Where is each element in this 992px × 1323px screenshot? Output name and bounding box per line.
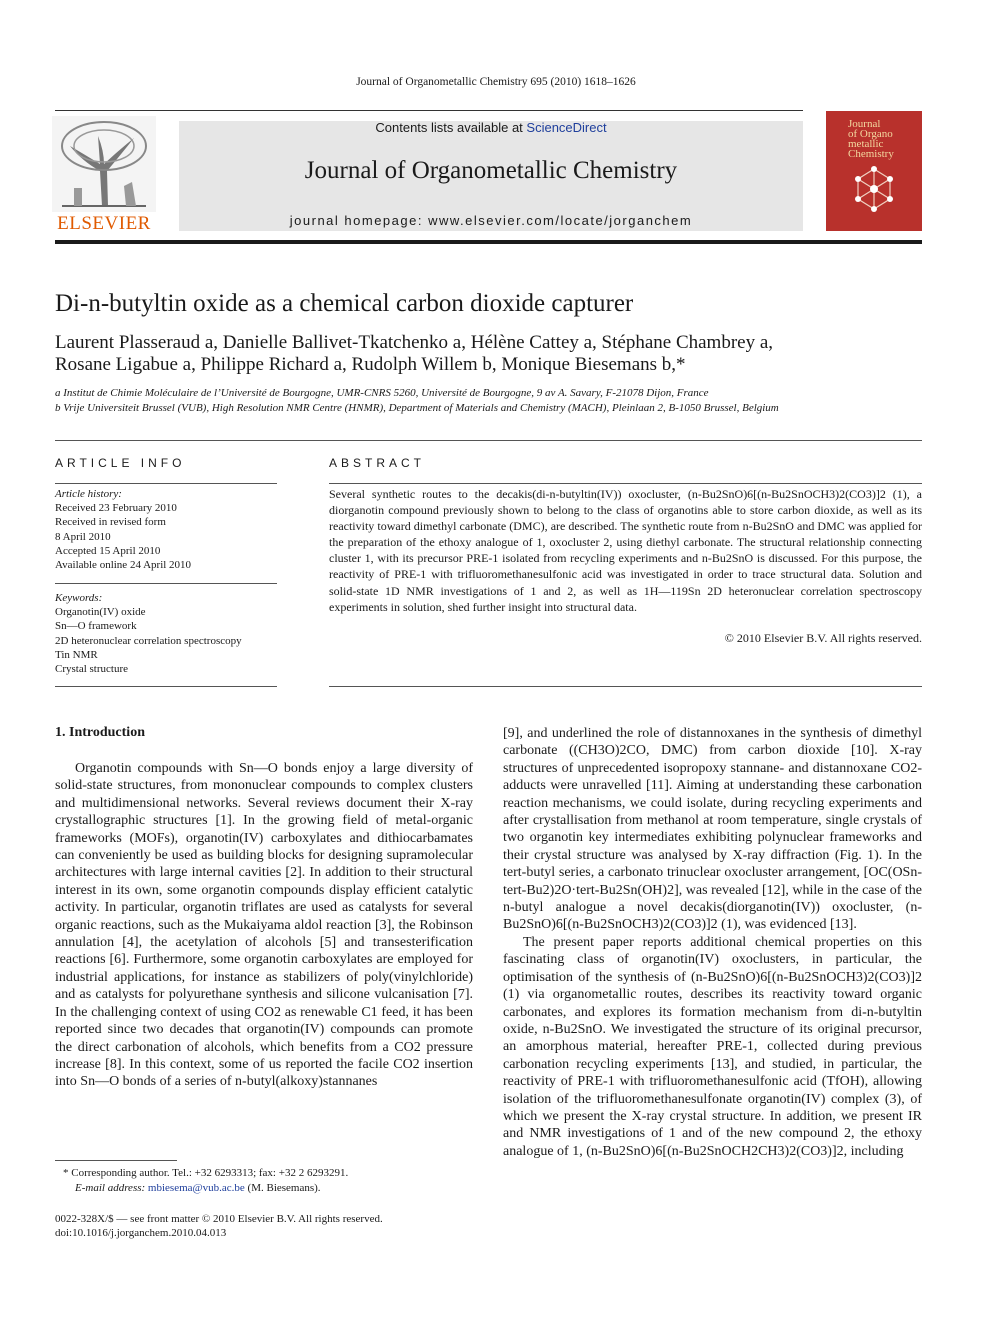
left-column (55, 760, 473, 1091)
header-rule (55, 110, 803, 111)
abstract-copyright: © 2010 Elsevier B.V. All rights reserved. (724, 631, 922, 645)
cover-line-4: Chemistry (848, 148, 894, 160)
email-label: E-mail address: (75, 1182, 146, 1194)
abstract-bottom-rule (329, 686, 922, 687)
journal-title: Journal of Organometallic Chemistry (304, 157, 678, 184)
abstract-heading: ABSTRACT (329, 456, 426, 470)
intro-paragraph-1: Organotin compounds with Sn—O bonds enjoy a large diversity of solid-state structures, from mononuclear compounds to complex clusters and multidimensional networks. Several reviews document their X-ray crystallographic structures [1]. In the growing field of metal-organic frameworks (MOFs), organotin(IV) carboxylates and dithiocarbamates can conveniently be used as building blocks for designing supramolecular architectures with large internal cavities [2]. In addition to their structural interest in its own, some organotin compounds display efficient catalytic activity. In particular, organotin triflates are used as catalysts for several organic reactions, such as the Mukaiyama aldol reaction [3], the Robinson annulation [4], the acetylation of alcohols [5] and transesterification reactions [6]. Furthermore, some organotin carboxylates are employed for industrial applications, for instance as stabilizers of poly(vinylchloride) and as catalysts for polyurethane synthesis and silicone vulcanisation [7]. In the challenging context of using CO2 as renewable C1 feed, it has been reported since two decades that organotin(IV) compounds can promote the direct carbonation of alcohols, which benefits from a CO2 pressure increase [8]. In this context, some of us reported the facile CO2 insertion into Sn—O bonds of a series of n-butyl(alkoxy)stannanes (55, 761, 473, 1090)
history-item: Available online 24 April 2010 (55, 559, 192, 572)
keyword-item: Crystal structure (55, 663, 129, 676)
keyword-item: Sn—O framework (55, 620, 137, 633)
author-list (55, 332, 925, 376)
keyword-item: Organotin(IV) oxide (55, 606, 146, 619)
cover-molecule-icon (826, 111, 922, 231)
elsevier-logo (52, 116, 156, 236)
keyword-item: 2D heteronuclear correlation spectroscopy (55, 634, 242, 647)
sciencedirect-link[interactable]: ScienceDirect (526, 120, 607, 135)
history-label: Article history: (55, 488, 122, 500)
email-suffix: (M. Biesemans). (247, 1182, 321, 1194)
footnote-rule (55, 1160, 177, 1161)
doi-line[interactable]: doi:10.1016/j.jorganchem.2010.04.013 (55, 1227, 227, 1239)
cover-line-3: metallic (848, 138, 884, 150)
affiliation-a: a Institut de Chimie Moléculaire de l’Université de Bourgogne, UMR-CNRS 5260, Université de Bourgogne, 9 av A. Savary, F-21078 Dijon, France (55, 387, 709, 399)
journal-reference: Journal of Organometallic Chemistry 695 (2010) 1618–1626 (356, 76, 636, 88)
email-note (75, 1181, 321, 1196)
affiliation-rule (55, 440, 922, 441)
history-item: 8 April 2010 (55, 530, 111, 543)
history-item: Received in revised form (55, 516, 166, 529)
journal-homepage[interactable]: journal homepage: www.elsevier.com/locate/jorganchem (289, 213, 693, 228)
abstract-text: Several synthetic routes to the decakis(di-n-butyltin(IV)) oxocluster, (n-Bu2SnO)6[(n-Bu2SnOCH3)2(CO3)]2 (1), a diorganotin compound previously shown to belong to the class of organotins able to store carbon dioxide, as well as its reactivity toward dimethyl carbonate (DMC), are described. The synthetic route from n-Bu2SnO and DMC was applied for the preparation of the ethoxy analogue of 1, oxocluster 2, using diethyl carbonate. The structural relationship connecting cluster 1, with its precursor PRE-1 isolated from recycling experiments and n-Bu2SnO is discussed. For this purpose, the reactivity of PRE-1 with trifluoromethanesulfonic acid was investigated in order to trace structural data. Solution and solid-state 1D NMR investigations of 1 and 2, as well as 1H—119Sn 2D heteronuclear correlation spectroscopy experiments in solution, shed further insight into structural data. (329, 487, 922, 614)
contents-line (179, 120, 803, 135)
email-link[interactable]: mbiesema@vub.ac.be (147, 1182, 245, 1194)
article-info-heading: ARTICLE INFO (55, 456, 186, 470)
history-rule (55, 583, 277, 584)
authors-line-1: Laurent Plasseraud a, Danielle Ballivet-Tkatchenko a, Hélène Cattey a, Stéphane Chambrey a, (55, 332, 774, 353)
article-title: Di-n-butyltin oxide as a chemical carbon dioxide capturer (55, 290, 634, 317)
history-item: Accepted 15 April 2010 (55, 544, 161, 557)
cover-line-1: Journal (848, 118, 881, 130)
keyword-item: Tin NMR (55, 648, 98, 661)
section-heading-introduction: 1. Introduction (55, 725, 145, 740)
abstract-rule (329, 483, 922, 484)
contents-prefix: Contents lists available at (375, 120, 527, 135)
intro-paragraph-2: The present paper reports additional chemical properties on this fascinating class of organotin(IV) oxoclusters, in particular, the optimisation of the synthesis of (n-Bu2SnO)6[(n-Bu2SnOCH3)2(CO3)]2 (1) via organometallic routes, describes its reactivity toward organic carbonates, and explores its formation mechanism from di-n-butyltin oxide, n-Bu2SnO. We investigated the structure of its original precursor, an amorphous material, hereafter PRE-1, collected during previous carbonation recycling experiments [13], and studied, in particular, the reactivity of PRE-1 with trifluoromethanesulfonic acid (TfOH), allowing isolation of the trifluoromethanesulfonate organotin(IV) complex (3), of which we present the X-ray crystal structure. In addition, we present IR and NMR investigations of 1 and of the new compound 2, the ethoxy analogue of 1, (n-Bu2SnO)6[(n-Bu2SnOCH2CH3)2(CO3)]2, including (503, 934, 922, 1159)
corresponding-author-note: * Corresponding author. Tel.: +32 6293313; fax: +32 2 6293291. (63, 1167, 349, 1179)
affiliation-b: b Vrije Universiteit Brussel (VUB), High Resolution NMR Centre (HNMR), Department of Materials and Chemistry (MACH), Pleinlaan 2, B-1050 Brussel, Belgium (55, 402, 779, 414)
history-item: Received 23 February 2010 (55, 502, 177, 515)
journal-cover (826, 111, 922, 231)
keywords (55, 591, 277, 676)
authors-line-2: Rosane Ligabue a, Philippe Richard a, Rudolph Willem b, Monique Biesemans b,* (55, 354, 686, 375)
article-history (55, 487, 277, 572)
keywords-label: Keywords: (55, 592, 103, 604)
intro-paragraph-1-continued: [9], and underlined the role of distannoxanes in the synthesis of dimethyl carbonate ((CH3O)2CO, DMC) from carbon dioxide [10]. X-ray structures of unprecedented isopropoxy stannane- and distannoxane CO2-adducts were unravelled [11]. Aiming at understanding these carbonation reaction mechanisms, we could isolate, during recycling experiments and after crystallisation from methanol at room temperature, single crystals of two organotin key intermediates exhibiting polynuclear frameworks and their crystal structure was analysed by X-ray diffraction (Fig. 1). In the tert-butyl series, a carbonato trinuclear oxocluster arrangement, [OC(OSn-tert-Bu2)2O·tert-Bu2Sn(OH)2], was revealed [12], while in the case of the n-butyl analogue a novel decakis(diorganotin(IV)) oxocluster, (n-Bu2SnO)6[(n-Bu2SnOCH3)2(CO3)]2 (1), was evidenced [13]. (503, 726, 922, 933)
article-info-rule (55, 483, 277, 484)
cover-line-2: of Organo (848, 128, 893, 140)
right-column (503, 725, 922, 1160)
issn-line: 0022-328X/$ — see front matter © 2010 Elsevier B.V. All rights reserved. (55, 1213, 383, 1225)
elsevier-wordmark: ELSEVIER (57, 213, 151, 234)
header-thick-rule (55, 240, 922, 244)
keywords-rule (55, 686, 277, 687)
